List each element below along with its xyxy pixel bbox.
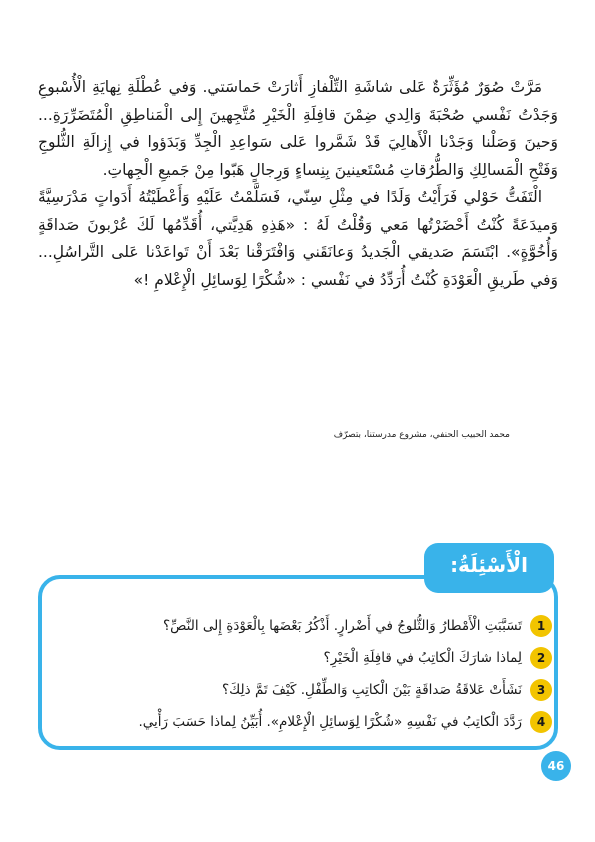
question-item bbox=[100, 642, 552, 674]
story-text bbox=[38, 74, 558, 294]
question-item bbox=[100, 610, 552, 642]
question-number-badge: 4 bbox=[530, 711, 552, 733]
question-text: نَشَأَتْ عَلاقَةُ صَداقَةٍ بَيْنَ الْكاتِبِ وَالطِّفْلِ. كَيْفَ تَمَّ ذلِكَ؟ bbox=[222, 682, 522, 698]
source-citation: محمد الحبيب الحنفي، مشروع مدرستنا، بتصرّف bbox=[333, 430, 510, 440]
question-number-badge: 2 bbox=[530, 647, 552, 669]
question-item bbox=[100, 674, 552, 706]
question-number-badge: 3 bbox=[530, 679, 552, 701]
question-text: لِماذا شارَكَ الْكاتِبُ في قافِلَةِ الْخَيْرِ؟ bbox=[323, 650, 522, 666]
question-item bbox=[100, 706, 552, 738]
question-text: رَدَّدَ الْكاتِبُ في نَفْسِهِ «شُكْرًا لِوَسائِلِ الْإِعْلامِ». أُبَيِّنُ لِماذا حَسَبَ رَأْيي. bbox=[138, 714, 522, 730]
story-paragraph-1: مَرَّتْ صُوَرٌ مُؤَثِّرَةٌ عَلى شاشَةِ التِّلْفازِ أَثارَتْ حَماسَتي. وَفي عُطْلَةِ نِهايَةِ الْأُسْبوعِ وَجَدْتُ نَفْسي صُحْبَةَ وَالِدي ضِمْنَ قافِلَةِ الْخَيْرِ مُتَّجِهينَ إِلى الْمَناطِقِ الْمُتَضَرِّرَةِ... وَحينَ وَصَلْنا وَجَدْنا الْأَهالِيَ قَدْ شَمَّروا عَلى سَواعِدِ الْجِدِّ وَبَدَؤوا في إِزالَةِ الثُّلوجِ وَفَتْحِ الْمَسالِكِ وَالطُّرُقاتِ مُسْتَعينينَ بِنِساءٍ وَرِجالٍ هَبّوا مِنْ جَميعِ الْجِهاتِ. bbox=[38, 78, 558, 179]
questions-title: الْأَسْئِلَةُ: bbox=[424, 543, 554, 593]
question-text: تَسَبَّبَتِ الْأَمْطارُ وَالثُّلوجُ في أَضْرارٍ. أَذْكُرُ بَعْضَها بِالْعَوْدَةِ إِلى النَّصِّ؟ bbox=[162, 618, 522, 634]
question-number-badge: 1 bbox=[530, 615, 552, 637]
page-number: 46 bbox=[541, 751, 571, 781]
questions-list bbox=[100, 610, 552, 738]
story-paragraph-2: الْتَفَتُّ حَوْلي فَرَأَيْتُ وَلَدًا في مِثْلِ سِنّي، فَسَلَّمْتُ عَلَيْهِ وَأَعْطَيْتُهُ أَدَواتٍ مَدْرَسِيَّةً وَميدَعَةً كُنْتُ أَحْضَرْتُها مَعي وَقُلْتُ لَهُ : «هَذِهِ هَدِيَّتي، أُقَدِّمُها لَكَ عُرْبونَ صَداقَةٍ وَأُخُوَّةٍ». ابْتَسَمَ صَديقي الْجَديدُ وَعانَقَني وَافْتَرَقْنا بَعْدَ أَنْ تَواعَدْنا عَلى التَّراسُلِ... وَفي طَريقِ الْعَوْدَةِ كُنْتُ أُرَدِّدُ في نَفْسي : «شُكْرًا لِوَسائِلِ الْإِعْلامِ !» bbox=[38, 188, 558, 289]
